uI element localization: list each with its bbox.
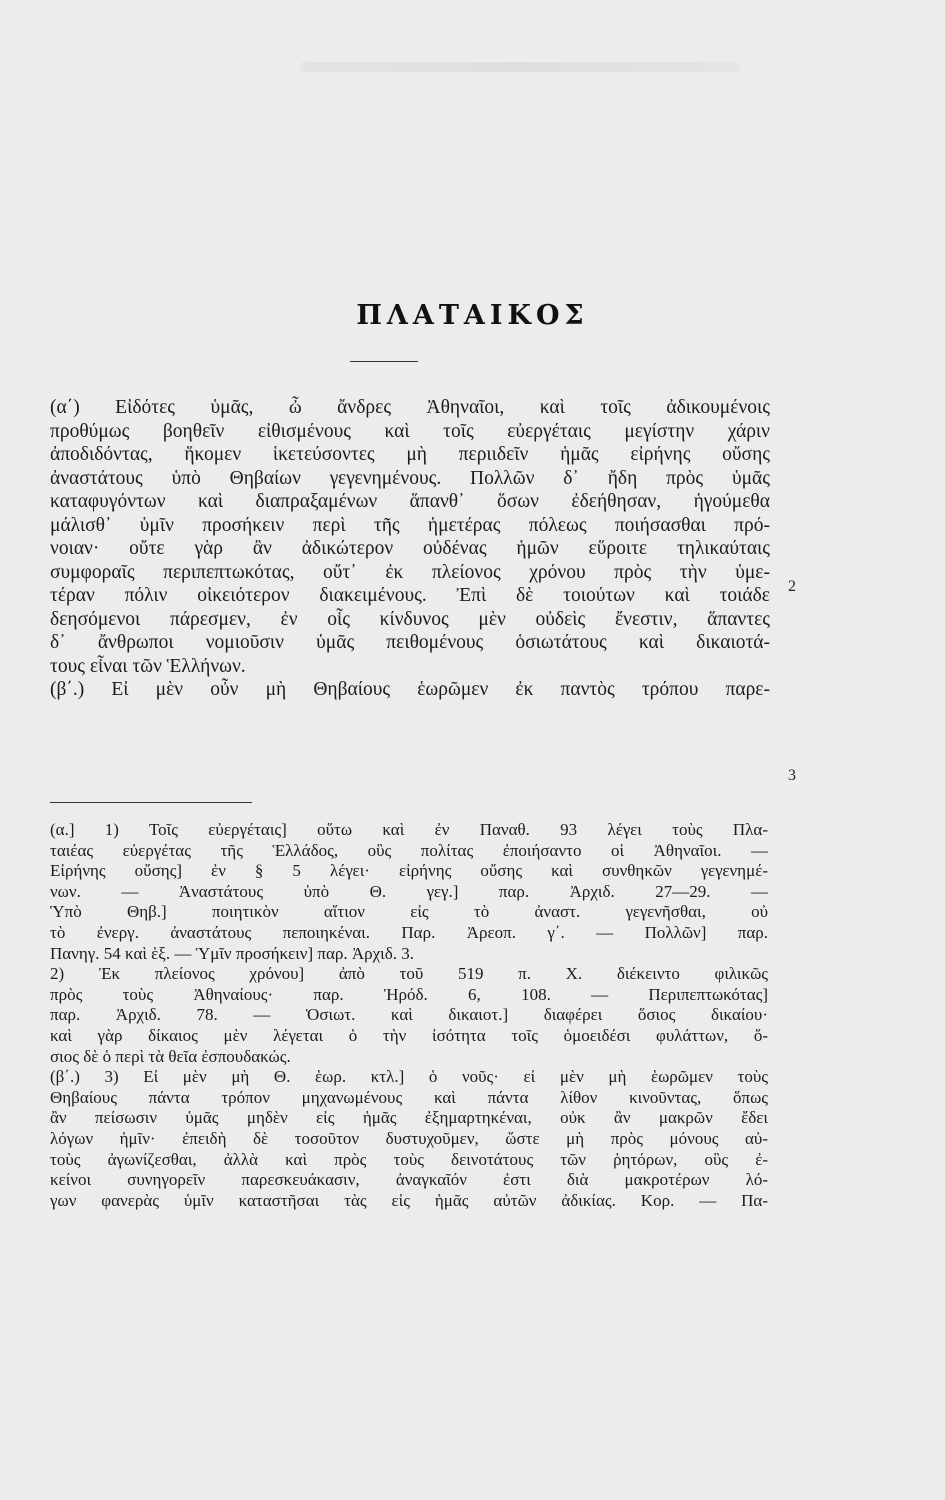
- text-line: ἀποδιδόντας, ἥκομεν ἱκετεύσοντες μὴ περιιδεῖν ἡμᾶς εἰρήνης οὔσης: [50, 444, 770, 465]
- footnote-line: καὶ γὰρ δίκαιος μὲν λέγεται ὁ τὴν ἰσότητα τοῖς ὁμοειδέσι φυλάττων, ὅ-: [50, 1025, 768, 1045]
- main-text: [50, 396, 770, 702]
- text-line: ἀναστάτους ὑπὸ Θηβαίων γεγενημένους. Πολλῶν δ᾽ ἤδη πρὸς ὑμᾶς: [50, 467, 770, 489]
- text-line: (β΄.) Εἰ μὲν οὖν μὴ Θηβαίους ἑωρῶμεν ἐκ παντὸς τρόπου παρε-: [50, 679, 770, 700]
- footnote-line: παρ. Ἀρχιδ. 78. — Ὁσιωτ. καὶ δικαιοτ.] διαφέρει ὅσιος δικαίου·: [50, 1005, 768, 1025]
- footnote-line: Ὑπὸ Θηβ.] ποιητικὸν αἴτιον εἰς τὸ ἀναστ. γεγενῆσθαι, οὐ: [50, 902, 768, 922]
- footnotes: [50, 820, 768, 1211]
- footnote-line: Πανηγ. 54 καὶ ἑξ. — Ὑμῖν προσήκειν] παρ. Ἀρχιδ. 3.: [50, 943, 414, 963]
- text-line: δεησόμενοι πάρεσμεν, ἐν οἷς κίνδυνος μὲν οὐδεὶς ἔνεστιν, ἅπαντες: [50, 608, 770, 630]
- footnote-line: τὸ ἐνεργ. ἀναστάτους πεποιηκέναι. Παρ. Ἀρεοπ. γ΄. — Πολλῶν] παρ.: [50, 922, 768, 942]
- footnote-line: πρὸς τοὺς Ἀθηναίους· παρ. Ἡρόδ. 6, 108. — Περιπεπτωκότας]: [50, 984, 768, 1004]
- text-line: προθύμως βοηθεῖν εἰθισμένους καὶ τοῖς εὐεργέταις μεγίστην χάριν: [50, 420, 770, 442]
- footnote-line: Θηβαίους πάντα τρόπον μηχανωμένους καὶ πάντα λίθον κινοῦντας, ὅπως: [50, 1087, 768, 1107]
- footnote-line: 2) Ἐκ πλείονος χρόνου] ἀπὸ τοῦ 519 π. Χ. διέκειντο φιλικῶς: [50, 964, 768, 984]
- text-line: μάλισθ᾽ ὑμῖν προσήκειν περὶ τῆς ἡμετέρας πόλεως ποιήσασθαι πρό-: [50, 514, 770, 536]
- title-rule: [350, 361, 418, 362]
- footnote-line: κείνοι συνηγορεῖν παρεσκευάκασιν, ἀναγκαῖόν ἐστι διὰ μακροτέρων λό-: [50, 1170, 768, 1190]
- footnote-line: λόγων ἡμῖν· ἐπειδὴ δὲ τοσοῦτον δυστυχοῦμεν, ὥστε μὴ πρὸς μόνους αὐ-: [50, 1128, 768, 1148]
- margin-section-number: 2: [788, 578, 796, 595]
- footnote-line: (β΄.) 3) Εἰ μὲν μὴ Θ. ἑωρ. κτλ.] ὁ νοῦς· εἰ μὲν μὴ ἑωρῶμεν τοὺς: [50, 1067, 768, 1087]
- footnote-line: ἂν πείσωσιν ὑμᾶς μηδὲν εἰς ἡμᾶς ἐξημαρτηκέναι, οὐκ ἂν μακρῶν ἔδει: [50, 1108, 768, 1128]
- text-line: (α΄) Εἰδότες ὑμᾶς, ὦ ἄνδρες Ἀθηναῖοι, καὶ τοῖς ἀδικουμένοις: [50, 397, 770, 418]
- footnote-line: ταιέας εὐεργέτας τῆς Ἑλλάδος, οὓς πολίτας ἐποιήσαντο οἱ Ἀθηναῖοι. —: [50, 840, 768, 860]
- footnote-line: τοὺς ἀγωνίζεσθαι, ἀλλὰ καὶ πρὸς τοὺς δεινοτάτους τῶν ῥητόρων, οὓς ἐ-: [50, 1149, 768, 1169]
- text-line: νοιαν· οὔτε γὰρ ἂν ἀδικώτερον οὐδένας ἡμῶν εὕροιτε τηλικαύταις: [50, 538, 770, 559]
- footnote-line: σιος δὲ ὁ περὶ τὰ θεῖα ἐσπουδακώς.: [50, 1046, 291, 1066]
- footnote-line: νων. — Ἀναστάτους ὑπὸ Θ. γεγ.] παρ. Ἀρχιδ. 27—29. —: [50, 881, 768, 901]
- bleed-through-header: [300, 62, 740, 72]
- page-title: ΠΛΑΤΑΙΚΟΣ: [356, 300, 589, 331]
- footnote-line: (α.] 1) Τοῖς εὐεργέταις] οὕτω καὶ ἐν Παναθ. 93 λέγει τοὺς Πλα-: [50, 820, 768, 839]
- text-line: τέραν πόλιν οἰκειότερον διακειμένους. Ἐπὶ δὲ τοιούτων καὶ τοιάδε: [50, 585, 770, 606]
- text-line: δ᾽ ἄνθρωποι νομιοῦσιν ὑμᾶς πειθομένους ὁσιωτάτους καὶ δικαιοτά-: [50, 632, 770, 653]
- margin-section-number: 3: [788, 767, 796, 784]
- footnote-line: γων φανερὰς ὑμῖν καταστῆσαι τὰς εἰς ἡμᾶς αὐτῶν ἀδικίας. Κορ. — Πα-: [50, 1190, 768, 1210]
- footnote-rule: [50, 802, 252, 803]
- footnote-line: Εἰρήνης οὔσης] ἐν § 5 λέγει· εἰρήνης οὔσης καὶ συνθηκῶν γεγενημέ-: [50, 861, 768, 881]
- text-line: συμφοραῖς περιπεπτωκότας, οὔτ᾽ ἐκ πλείονος χρόνου πρὸς τὴν ὑμε-: [50, 561, 770, 583]
- text-line: καταφυγόντων καὶ διαπραξαμένων ἅπανθ᾽ ὅσων ἐδεήθησαν, ἡγούμεθα: [50, 491, 770, 512]
- text-line: τους εἶναι τῶν Ἑλλήνων.: [50, 655, 246, 677]
